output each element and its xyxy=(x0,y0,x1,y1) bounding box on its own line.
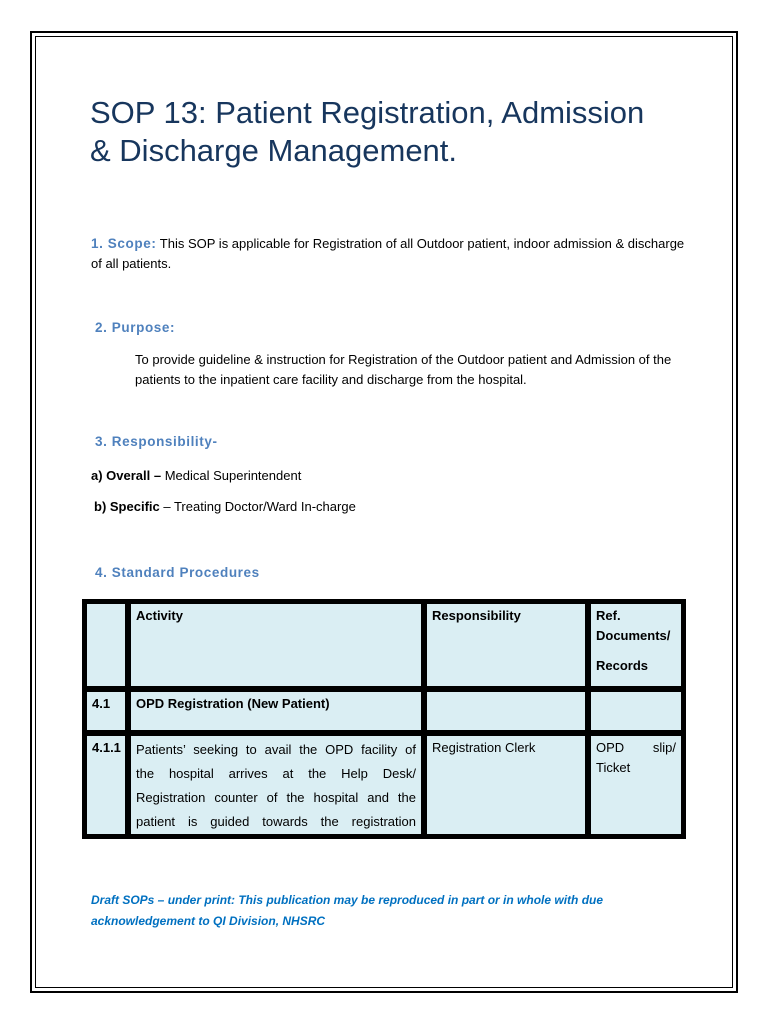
purpose-text: To provide guideline & instruction for Registration of the Outdoor patient and Admission of the patients to the inpatient care facility and discharge from the hospital. xyxy=(135,352,672,387)
specific-label: b) Specific xyxy=(94,499,160,514)
header-ref-line2: Records xyxy=(596,658,649,673)
responsibility-specific xyxy=(94,497,356,517)
header-cell-number xyxy=(85,602,127,688)
header-cell-activity: Activity xyxy=(129,602,423,688)
activity-line: patient is guided towards the registration xyxy=(136,814,416,829)
activity-line: the hospital arrives at the Help Desk/ xyxy=(136,766,416,781)
responsibility-heading: 3. Responsibility- xyxy=(95,434,218,449)
row-4-1-number: 4.1 xyxy=(85,690,127,732)
row-4-1-activity: OPD Registration (New Patient) xyxy=(129,690,423,732)
header-ref-line1: Ref. Documents/ xyxy=(596,608,671,643)
row-4-1-1-number: 4.1.1 xyxy=(85,734,127,836)
footer-note xyxy=(91,890,691,932)
row-4-1-1-responsibility: Registration Clerk xyxy=(425,734,587,836)
activity-line: Patients’ seeking to avail the OPD facility of xyxy=(136,742,416,757)
specific-value: – Treating Doctor/Ward In-charge xyxy=(159,499,356,514)
scope-text: This SOP is applicable for Registration of all Outdoor patient, indoor admission & discharge of all patients. xyxy=(91,236,685,271)
ref-line2: Ticket xyxy=(596,760,631,775)
activity-line: Registration counter of the hospital and the xyxy=(136,790,416,805)
responsibility-overall xyxy=(91,466,301,486)
footer-line2: acknowledgement to QI Division, NHSRC xyxy=(91,914,326,928)
row-4-1-1-ref xyxy=(589,734,683,836)
purpose-heading: 2. Purpose: xyxy=(95,320,176,335)
row-4-1-ref xyxy=(589,690,683,732)
ref-line1: OPD slip/ xyxy=(596,740,676,755)
overall-value: Medical Superintendent xyxy=(161,468,302,483)
header-cell-ref xyxy=(589,602,683,688)
scope-heading: 1. Scope: xyxy=(91,236,157,251)
overall-label: a) Overall – xyxy=(91,468,162,483)
scope-section xyxy=(91,234,691,274)
footer-line1: Draft SOPs – under print: This publication may be reproduced in part or in whole with due xyxy=(91,893,604,907)
procedures-table xyxy=(82,599,686,839)
procedures-heading: 4. Standard Procedures xyxy=(95,565,260,580)
row-4-1-1-activity xyxy=(129,734,423,836)
document-title: SOP 13: Patient Registration, Admission & Discharge Management. xyxy=(90,95,645,168)
header-cell-responsibility: Responsibility xyxy=(425,602,587,688)
row-4-1-responsibility xyxy=(425,690,587,732)
